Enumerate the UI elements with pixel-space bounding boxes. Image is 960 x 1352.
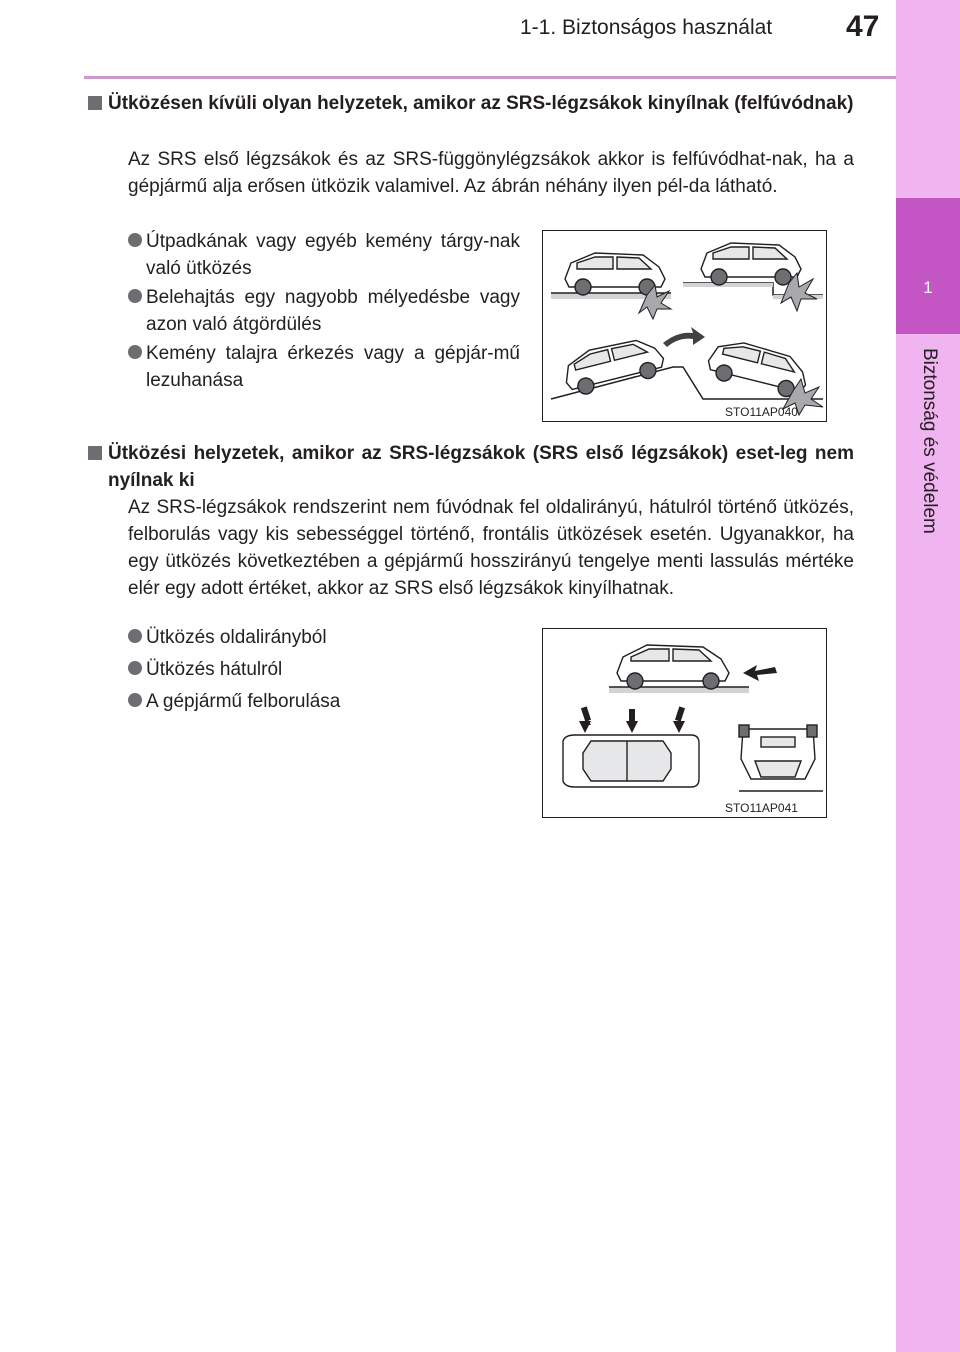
car-icon [560,333,667,398]
round-bullet-icon [128,345,142,359]
square-bullet-icon [88,446,102,460]
chapter-number: 1 [923,278,933,297]
round-bullet-icon [128,233,142,247]
car-icon [565,253,665,295]
header-divider [84,76,896,79]
arrow-left-icon [743,665,777,681]
round-bullet-icon [128,693,142,707]
section1-bullet-2: Belehajtás egy nagyobb mélyedésbe vagy azon való átgördülés [128,284,520,338]
car-icon [701,243,801,285]
square-bullet-icon [88,96,102,110]
section2-bullet-3: A gépjármű felborulása [128,688,508,715]
section2-bullet-2: Ütközés hátulról [128,656,508,683]
car-rollover-icon [739,725,817,779]
section1-heading: Ütközésen kívüli olyan helyzetek, amikor az SRS-légzsákok kinyílnak (felfúvódnak) [108,90,854,117]
running-header-section: 1-1. Biztonságos használat [520,16,773,39]
section1-bullet-1: Útpadkának vagy egyéb kemény tárgy-nak való ütközés [128,228,520,282]
motion-arrow-icon [663,327,705,347]
figure-non-deploy-collisions [542,628,827,818]
section2-paragraph: Az SRS-légzsákok rendszerint nem fúvódnak fel oldalirányú, hátulról történő ütközés, felborulás vagy kis sebességgel történő, frontális ütközések esetén. Ugyanakkor, ha egy ütközés következtében a gépjármű hosszirányú tengelye menti lassulás mértéke elér egy adott értéket, akkor az SRS első légzsákok kinyílhatnak. [128,497,854,599]
non-deploy-collision-illustration [543,629,828,819]
chapter-title-vertical: Biztonság és védelem [919,348,940,534]
figure-code-1: STO11AP040 [725,405,798,419]
section1-bullet-3: Kemény talajra érkezés vagy a gépjár-mű lezuhanása [128,340,520,394]
arrow-down-icon [673,721,685,733]
figure-code-2: STO11AP041 [725,801,798,815]
section2-bullet-1: Ütközés oldalirányból [128,624,508,651]
arrow-down-icon [626,721,638,733]
round-bullet-icon [128,629,142,643]
figure-underbody-impacts [542,230,827,422]
car-top-view-icon [563,735,699,787]
section2-heading: Ütközési helyzetek, amikor az SRS-légzsákok (SRS első légzsákok) eset-leg nem nyílnak ki [108,440,854,494]
car-icon [617,645,729,689]
underbody-impact-illustration [543,231,828,423]
page-number: 47 [846,10,880,43]
round-bullet-icon [128,289,142,303]
round-bullet-icon [128,661,142,675]
chapter-number-tab [896,198,960,334]
section1-paragraph: Az SRS első légzsákok és az SRS-függönylégzsákok akkor is felfúvódhat-nak, ha a gépjármű alja erősen ütközik valamivel. Az ábrán néhány ilyen pél-da látható. [128,149,854,197]
